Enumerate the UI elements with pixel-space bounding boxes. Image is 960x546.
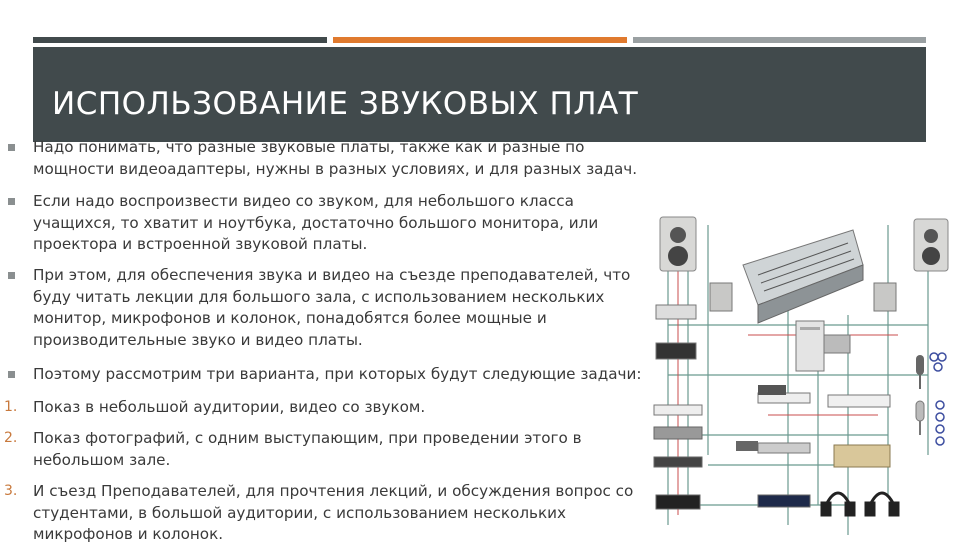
bullet-text: Надо понимать, что разные звуковые платы, также как и разные по мощности видеоадаптеры, нужны в разных условиях, и для разных задач. — [33, 138, 638, 178]
rack-unit-icon — [656, 495, 700, 509]
top-bar-grey — [633, 37, 926, 43]
speaker-right-icon — [914, 219, 948, 271]
bullet-text: При этом, для обеспечения звука и видео на съезде преподавателей, что буду читать лекции для большого зала, с использованием нескольких монитор, микрофонов и колонок, понадобятся более мощные и производительные звуко и видео платы. — [33, 266, 631, 349]
audio-interface-icon — [824, 335, 850, 353]
item-text: И съезд Преподавателей, для прочтения лекций, и обсуждения вопрос со студентами, в большой аудитории, с использованием нескольких микрофонов и колонок. — [33, 482, 634, 543]
item-text: Показ фотографий, с одним выступающим, при проведении этого в небольшом зале. — [33, 429, 582, 469]
bullet-marker — [8, 371, 15, 378]
item-number: 2. — [4, 430, 18, 446]
bullet-marker — [8, 144, 15, 151]
headphones-icon — [822, 493, 854, 515]
connector-rings-icon — [930, 353, 946, 445]
rack-unit-icon — [656, 343, 696, 359]
small-speaker-icon — [710, 283, 732, 311]
item-text: Показ в небольшой аудитории, видео со звуком. — [33, 398, 426, 416]
bullet-marker — [8, 198, 15, 205]
audio-interface-icon — [758, 385, 786, 395]
rack-unit-icon — [758, 495, 810, 507]
top-bar-dark — [33, 37, 327, 43]
bullet-text: Если надо воспроизвести видео со звуком, для небольшого класса учащихся, то хватит и ноутбука, достаточно большого монитора, или проектора и встроенной звуковой платы. — [33, 192, 599, 253]
bullet-marker — [8, 272, 15, 279]
item-number: 3. — [4, 483, 18, 499]
rack-unit-icon — [654, 427, 702, 439]
rack-unit-icon — [758, 443, 810, 453]
audio-interface-icon — [736, 441, 758, 451]
audio-equipment-diagram — [648, 205, 952, 540]
rack-unit-icon — [828, 395, 890, 407]
top-bar-orange — [333, 37, 627, 43]
speaker-left-icon — [660, 217, 696, 271]
rack-unit-icon — [656, 305, 696, 319]
slide-title: ИСПОЛЬЗОВАНИЕ ЗВУКОВЫХ ПЛАТ — [52, 86, 639, 122]
mixing-console-icon — [743, 230, 863, 323]
computer-tower-icon — [796, 321, 824, 371]
microphone-icon — [916, 355, 924, 389]
headphones-icon — [866, 493, 898, 515]
small-speaker-icon — [874, 283, 896, 311]
rack-unit-icon — [654, 405, 702, 415]
rack-unit-icon — [654, 457, 702, 467]
microphone-icon — [916, 401, 924, 435]
item-number: 1. — [4, 399, 18, 415]
rack-unit-icon — [834, 445, 890, 467]
bullet-text: Поэтому рассмотрим три варианта, при которых будут следующие задачи: — [33, 365, 642, 383]
